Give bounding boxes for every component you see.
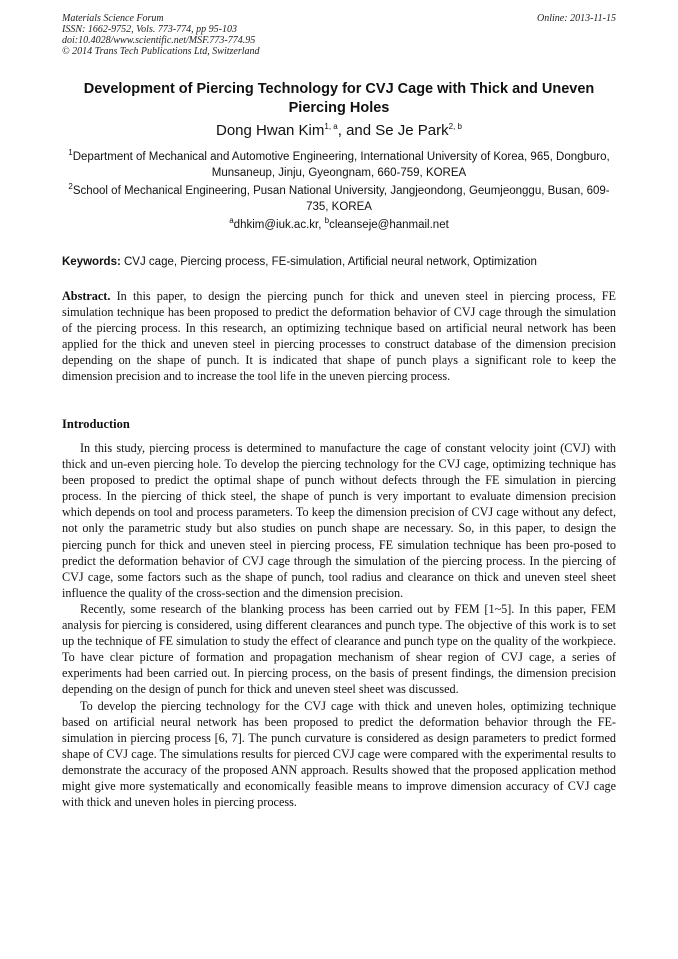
- affiliation-2: [62, 184, 616, 215]
- online-date: Online: 2013-11-15: [537, 13, 616, 24]
- journal-header: [62, 13, 616, 57]
- affiliation-1: [62, 150, 616, 181]
- abstract-text: In this paper, to design the piercing punch for thick and uneven steel in piercing process, FE simulation technique has been proposed to predict the deformation behavior of CVJ cage through the simulation of the piercing process. In this research, an optimizing technique based on artificial neural network has been applied for the thick and uneven steel in piercing processes to construct database of the dimension precision depending on the shape of punch. It is indicated that shape of punch plays a significant role to keep the dimension precision and to increase the tool life in the uneven piercing process.: [62, 289, 616, 384]
- email-address: dhkim@iuk.ac.kr: [233, 219, 319, 231]
- email-marker: a: [229, 216, 234, 226]
- doi-line: doi:10.4028/www.scientific.net/MSF.773-774.95: [62, 35, 256, 46]
- paragraph: Recently, some research of the blanking process has been carried out by FEM [1~5]. In this paper, FEM analysis for piercing is considered, using different clearances and punch type. The objective of this work is to set up the technique of FE simulation to study the effect of clearance and punch type on the quality of the workpiece. To have clear picture of formation and propagation mechanism of shear region of CVJ cage, a series of experiments had been carried out. In piercing process, on the basis of present findings, the dimension precision depending on the design of punch for thick and uneven steel sheet was discussed.: [62, 601, 616, 697]
- copyright-line: © 2014 Trans Tech Publications Ltd, Switzerland: [62, 46, 260, 57]
- author-line: [62, 121, 616, 141]
- author-name: Dong Hwan Kim: [216, 122, 325, 139]
- paragraph: In this study, piercing process is determined to manufacture the cage of constant velocity joint (CVJ) with thick and un-even piercing hole. To develop the piercing technology for the CVJ cage, optimizing technique has been proposed to predict the optimal shape of punch without defects through the FE simulation in piercing process. In the piercing of thick steel, the shape of punch is very important to evaluate dimension precision which depends on tool and process parameters. To keep the dimension precision of CVJ cage without any defect, not only the parametric study but also studies on punch shape are necessary. So, in this paper, to design the piercing punch for thick and uneven steel in piercing process, FE simulation technique has been pro-posed to predict the deformation behavior of CVJ cage through the simulation of the piercing process. In the piercing of CVJ cage, some factors such as the shape of punch, tool radius and clearance on thick and uneven steel sheet influence the quality of the cross-section and the dimension precision.: [62, 441, 616, 600]
- affiliation-text: Department of Mechanical and Automotive Engineering, International University of Korea, 965, Dongburo, Munsaneup, Jinju, Gyeongnam, 660-759, KOREA: [72, 151, 610, 179]
- email-separator: ,: [318, 219, 325, 231]
- section-heading: Introduction: [62, 417, 130, 431]
- introduction-body: [62, 440, 616, 810]
- abstract-label: Abstract.: [62, 289, 111, 303]
- keywords-label: Keywords:: [62, 256, 121, 268]
- affiliation-text: School of Mechanical Engineering, Pusan National University, Jangjeondong, Geumjeonggu, Busan, 609-735, KOREA: [72, 185, 610, 213]
- keywords-text: CVJ cage, Piercing process, FE-simulation, Artificial neural network, Optimization: [124, 256, 537, 268]
- email-marker: b: [324, 216, 330, 226]
- affiliation-marker: 2: [68, 182, 73, 192]
- author-superscript: 1, a: [324, 122, 338, 131]
- issn-line: ISSN: 1662-9752, Vols. 773-774, pp 95-103: [62, 24, 237, 35]
- abstract: [62, 288, 616, 385]
- author-separator: , and: [337, 122, 376, 139]
- author-name: Se Je Park: [375, 122, 449, 139]
- author-superscript: 2, b: [448, 122, 462, 131]
- affiliation-marker: 1: [68, 148, 73, 158]
- keywords: [62, 255, 616, 270]
- email-address: cleanseje@hanmail.net: [329, 219, 449, 231]
- paper-title: Development of Piercing Technology for CVJ Cage with Thick and Uneven Piercing Holes: [83, 81, 595, 116]
- paragraph: To develop the piercing technology for the CVJ cage with thick and uneven holes, optimizing technique based on artificial neural network has been proposed to predict the deformation behavior through the FE-simulation in piercing process [6, 7]. The punch curvature is considered as design parameters to predict formed shape of CVJ cage. The simulations results for pierced CVJ cage were compared with the experimental results to demonstrate the accuracy of the proposed ANN approach. Results showed that the proposed application method might give more systematically and economically feasible means to improve dimension accuracy of CVJ cage with thick and uneven holes in piercing process.: [62, 698, 616, 810]
- journal-name: Materials Science Forum: [62, 13, 164, 24]
- author-emails: [62, 218, 616, 234]
